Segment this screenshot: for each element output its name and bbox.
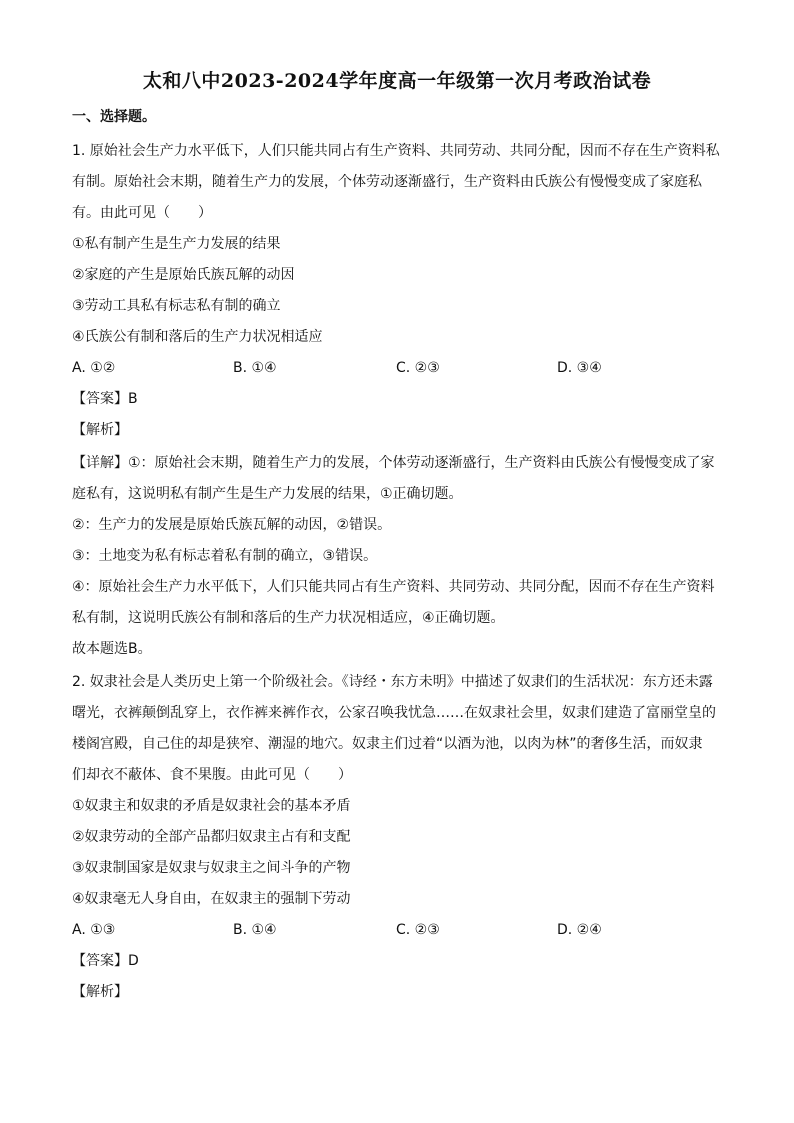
q1-option-b: B. ①④ bbox=[233, 360, 277, 376]
q2-option-c: C. ②③ bbox=[396, 922, 440, 938]
q1-option-a: A. ①② bbox=[72, 360, 116, 376]
page-title: 太和八中2023-2024学年度高一年级第一次月考政治试卷 bbox=[142, 70, 652, 92]
q1-detail-line-2: 庭私有，这说明私有制产生是生产力发展的结果，①正确切题。 bbox=[72, 486, 463, 502]
q1-detail-line-1: 【详解】①：原始社会末期，随着生产力的发展，个体劳动逐渐盛行，生产资料由氏族公有慢慢变成了家 bbox=[72, 455, 715, 471]
q2-stem-line-2: 曙光，衣裤颠倒乱穿上，衣作裤来裤作衣，公家召唤我忧急……在奴隶社会里，奴隶们建造了富丽堂皇的 bbox=[72, 705, 716, 721]
q1-stem-line-1: 1. 原始社会生产力水平低下，人们只能共同占有生产资料、共同劳动、共同分配，因而不存在生产资料私 bbox=[72, 143, 720, 159]
q1-statement-1: ①私有制产生是生产力发展的结果 bbox=[72, 236, 281, 252]
q1-detail-line-6: 私有制，这说明氏族公有制和落后的生产力状况相适应，④正确切题。 bbox=[72, 610, 505, 626]
q1-stem-line-2: 有制。原始社会末期，随着生产力的发展，个体劳动逐渐盛行，生产资料由氏族公有慢慢变成了家庭私 bbox=[72, 174, 702, 190]
q2-answer: 【答案】D bbox=[72, 953, 139, 969]
q2-option-a: A. ①③ bbox=[72, 922, 116, 938]
q2-analysis-label: 【解析】 bbox=[72, 984, 128, 1000]
q1-detail-line-5: ④：原始社会生产力水平低下，人们只能共同占有生产资料、共同劳动、共同分配，因而不存在生产资料 bbox=[72, 579, 715, 595]
q1-answer: 【答案】B bbox=[72, 391, 138, 407]
q1-stem-line-3: 有。由此可见（ ） bbox=[72, 205, 212, 221]
q1-analysis-label: 【解析】 bbox=[72, 422, 128, 438]
q1-option-c: C. ②③ bbox=[396, 360, 440, 376]
q1-statement-4: ④氏族公有制和落后的生产力状况相适应 bbox=[72, 329, 323, 345]
q1-statement-3: ③劳动工具私有标志私有制的确立 bbox=[72, 298, 281, 314]
q1-statement-2: ②家庭的产生是原始氏族瓦解的动因 bbox=[72, 267, 295, 283]
q2-option-b: B. ①④ bbox=[233, 922, 277, 938]
q2-option-d: D. ②④ bbox=[557, 922, 602, 938]
q2-statement-3: ③奴隶制国家是奴隶与奴隶主之间斗争的产物 bbox=[72, 860, 351, 876]
q1-option-d: D. ③④ bbox=[557, 360, 602, 376]
q2-stem-line-3: 楼阁宫殿，自己住的却是狭窄、潮湿的地穴。奴隶主们过着“以酒为池，以肉为林”的奢侈生活，而奴隶 bbox=[72, 736, 703, 752]
section-heading: 一、选择题。 bbox=[72, 109, 156, 125]
q2-statement-1: ①奴隶主和奴隶的矛盾是奴隶社会的基本矛盾 bbox=[72, 798, 351, 814]
q2-statement-2: ②奴隶劳动的全部产品都归奴隶主占有和支配 bbox=[72, 829, 351, 845]
q2-stem-line-4: 们却衣不蔽体、食不果腹。由此可见（ ） bbox=[72, 767, 352, 783]
q2-statement-4: ④奴隶毫无人身自由，在奴隶主的强制下劳动 bbox=[72, 891, 351, 907]
q1-detail-line-4: ③：土地变为私有标志着私有制的确立，③错误。 bbox=[72, 548, 378, 564]
q2-stem-line-1: 2. 奴隶社会是人类历史上第一个阶级社会。《诗经・东方未明》中描述了奴隶们的生活状况：东方还未露 bbox=[72, 674, 713, 690]
q1-detail-line-3: ②：生产力的发展是原始氏族瓦解的动因，②错误。 bbox=[72, 517, 392, 533]
q1-detail-line-7: 故本题选B。 bbox=[72, 641, 152, 657]
